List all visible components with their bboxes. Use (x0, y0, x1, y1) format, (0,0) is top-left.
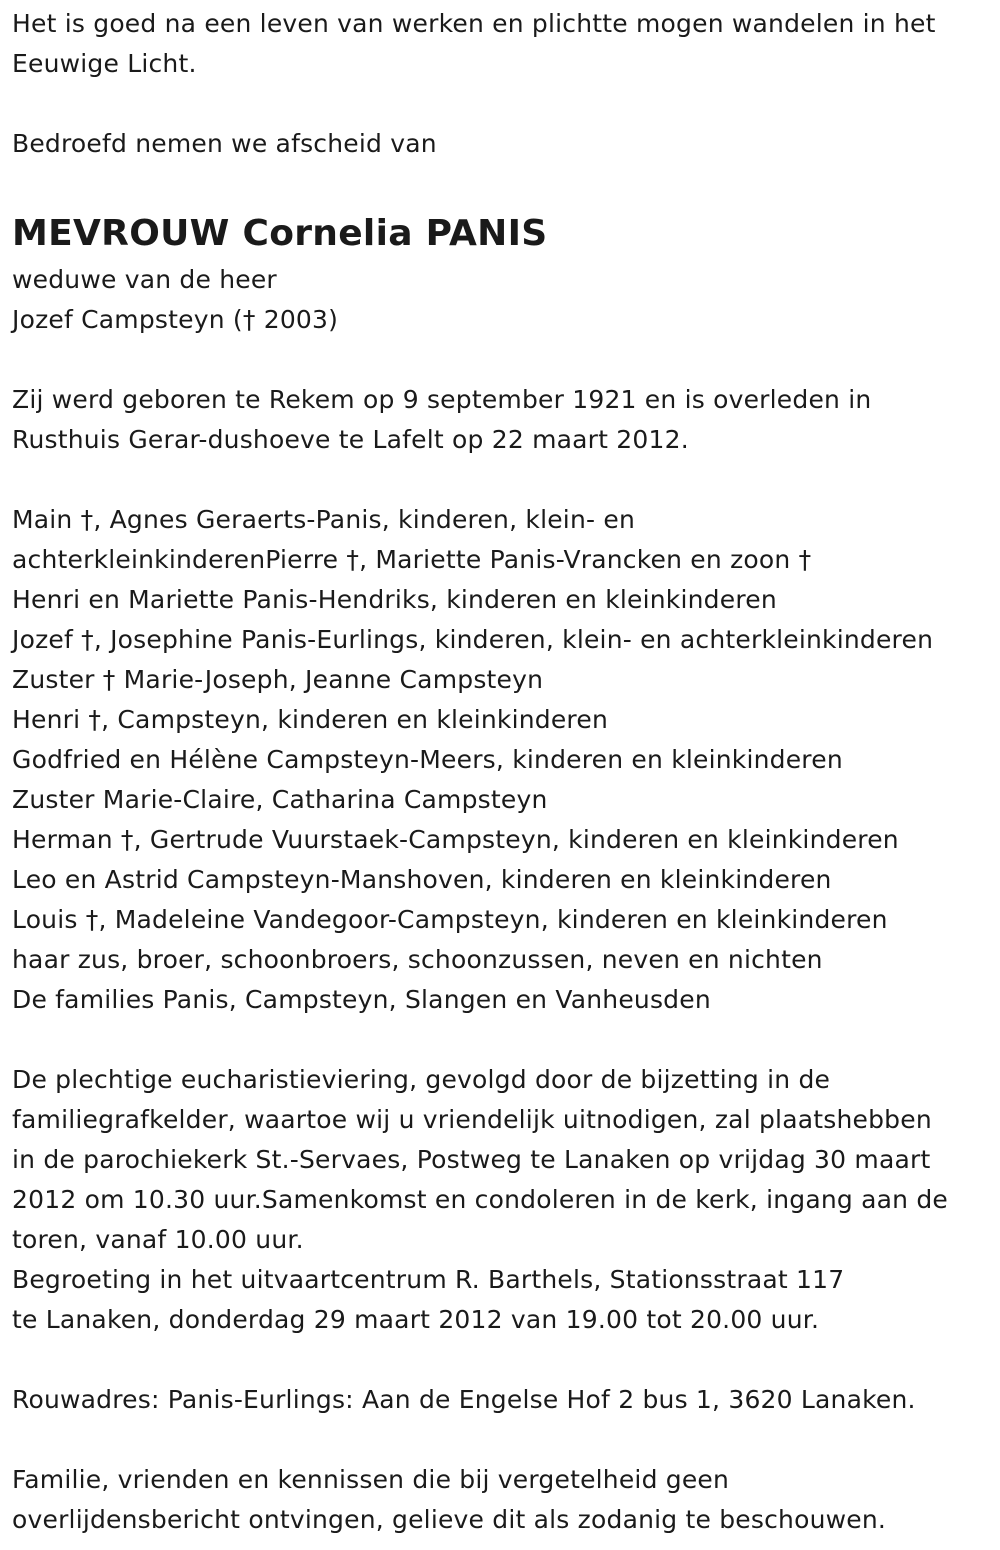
family-line: Louis †, Madeleine Vandegoor-Campsteyn, kinderen en kleinkinderen (12, 905, 888, 934)
closing-section (12, 1460, 988, 1540)
family-line: Zuster Marie-Claire, Catharina Campsteyn (12, 785, 548, 814)
widow-of-line: Jozef Campsteyn († 2003) (12, 305, 339, 334)
announcement: Bedroefd nemen we afscheid van (12, 129, 437, 158)
intro-line: Het is goed na een leven van werken en plichtte mogen wandelen in het (12, 9, 936, 38)
spacer (12, 1420, 988, 1460)
deceased-name: MEVROUW Cornelia PANIS (12, 213, 548, 254)
ceremony-line: te Lanaken, donderdag 29 maart 2012 van 19.00 tot 20.00 uur. (12, 1305, 820, 1334)
family-list (12, 500, 988, 1020)
ceremony-line: 2012 om 10.30 uur.Samenkomst en condoleren in de kerk, ingang aan de (12, 1185, 948, 1214)
spacer (12, 1020, 988, 1060)
ceremony-line: Begroeting in het uitvaartcentrum R. Barthels, Stationsstraat 117 (12, 1265, 845, 1294)
birth-death-section (12, 380, 988, 460)
widow-of-section (12, 260, 988, 340)
birth-death-line: Rusthuis Gerar-dushoeve te Lafelt op 22 maart 2012. (12, 425, 689, 454)
ceremony-line: familiegrafkelder, waartoe wij u vriendelijk uitnodigen, zal plaatshebben (12, 1105, 932, 1134)
family-line: De families Panis, Campsteyn, Slangen en Vanheusden (12, 985, 711, 1014)
family-line: achterkleinkinderenPierre †, Mariette Panis-Vrancken en zoon † (12, 545, 812, 574)
family-line: haar zus, broer, schoonbroers, schoonzussen, neven en nichten (12, 945, 823, 974)
family-line: Zuster † Marie-Joseph, Jeanne Campsteyn (12, 665, 544, 694)
spacer (12, 340, 988, 380)
ceremony-line: in de parochiekerk St.-Servaes, Postweg te Lanaken op vrijdag 30 maart (12, 1145, 931, 1174)
family-line: Leo en Astrid Campsteyn-Manshoven, kinderen en kleinkinderen (12, 865, 832, 894)
birth-death-line: Zij werd geboren te Rekem op 9 september 1921 en is overleden in (12, 385, 872, 414)
ceremony-section (12, 1060, 988, 1340)
intro-section (12, 4, 988, 84)
spacer (12, 1340, 988, 1380)
spacer (12, 164, 988, 204)
widow-of-line: weduwe van de heer (12, 265, 277, 294)
family-line: Henri en Mariette Panis-Hendriks, kinderen en kleinkinderen (12, 585, 777, 614)
spacer (12, 84, 988, 124)
spacer (12, 460, 988, 500)
family-line: Jozef †, Josephine Panis-Eurlings, kinderen, klein- en achterkleinkinderen (12, 625, 934, 654)
closing-line: Familie, vrienden en kennissen die bij vergetelheid geen (12, 1465, 730, 1494)
ceremony-line: De plechtige eucharistieviering, gevolgd door de bijzetting in de (12, 1065, 831, 1094)
ceremony-line: toren, vanaf 10.00 uur. (12, 1225, 304, 1254)
mourning-address: Rouwadres: Panis-Eurlings: Aan de Engelse Hof 2 bus 1, 3620 Lanaken. (12, 1385, 916, 1414)
family-line: Godfried en Hélène Campsteyn-Meers, kinderen en kleinkinderen (12, 745, 843, 774)
family-line: Henri †, Campsteyn, kinderen en kleinkinderen (12, 705, 608, 734)
intro-line: Eeuwige Licht. (12, 49, 197, 78)
family-line: Main †, Agnes Geraerts-Panis, kinderen, klein- en (12, 505, 635, 534)
family-line: Herman †, Gertrude Vuurstaek-Campsteyn, kinderen en kleinkinderen (12, 825, 899, 854)
closing-line: overlijdensbericht ontvingen, gelieve dit als zodanig te beschouwen. (12, 1505, 887, 1534)
